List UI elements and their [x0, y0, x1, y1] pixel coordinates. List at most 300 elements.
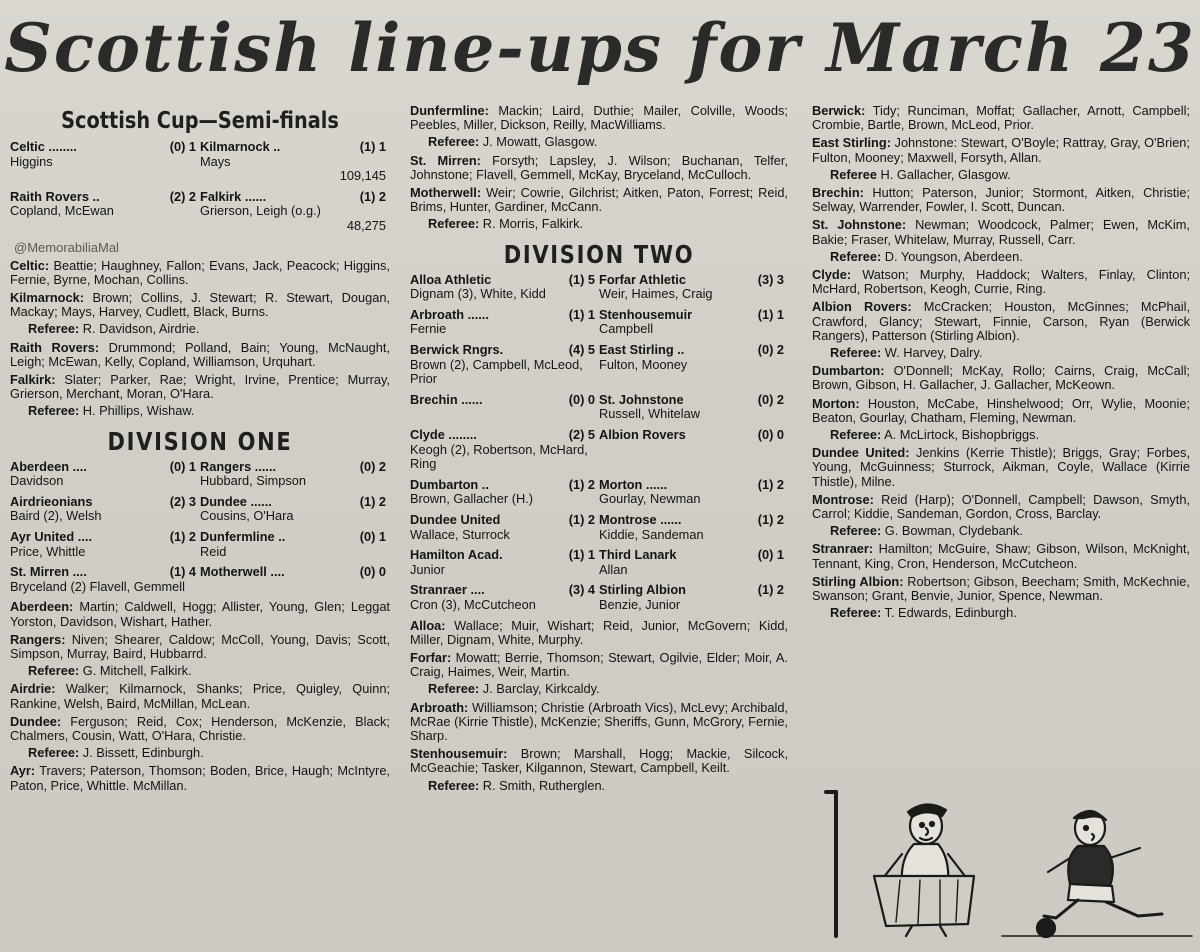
lineup-players: Reid (Harp); O'Donnell, Campbell; Dawson, Smyth, Carrol; Kiddie, Sandeman, Gordon, Cross, Barclay.: [812, 491, 1190, 522]
away-score: (0) 2: [359, 458, 386, 474]
away-team-line: [599, 513, 784, 528]
away-team-line: [200, 565, 386, 580]
away-team-line: [599, 273, 784, 288]
result-row: [10, 190, 390, 234]
referee-name: A. McLirtock, Bishopbriggs.: [884, 427, 1040, 443]
away-cell: [200, 530, 390, 559]
referee-line: [28, 664, 390, 678]
referee-line: [830, 524, 1190, 538]
result-row: [410, 583, 788, 612]
referee-name: G. Mitchell, Falkirk.: [82, 663, 192, 679]
home-team-name: Ayr United ....: [10, 529, 93, 544]
lineup-paragraph: [10, 341, 390, 369]
lineup-players: Brown; Collins, J. Stewart; R. Stewart, Dougan, Mackay; Mays, Harvey, Cudlett, Black, Burns.: [10, 289, 390, 320]
home-score: (1) 5: [568, 271, 595, 287]
home-team-name: Dundee United: [410, 512, 501, 527]
home-cell: [410, 273, 599, 302]
away-cell: [200, 495, 390, 524]
referee-label: Referee:: [830, 248, 882, 264]
result-row: [410, 343, 788, 387]
home-team-name: Raith Rovers ..: [10, 189, 100, 204]
away-team-name: Stirling Albion: [599, 583, 686, 598]
lineup-team: Stirling Albion:: [812, 573, 904, 589]
home-score: (3) 4: [568, 582, 595, 598]
lineup-paragraph: [10, 259, 390, 287]
away-scorers: Weir, Haimes, Craig: [599, 286, 713, 302]
away-team-name: Morton ......: [599, 477, 668, 492]
away-score: (3) 3: [757, 271, 784, 287]
home-score: (2) 5: [568, 426, 595, 442]
referee-label: Referee:: [830, 523, 882, 539]
column-2: [410, 100, 788, 797]
lineup-team: Morton:: [812, 395, 860, 411]
lineup-players: Drummond; Polland, Bain; Young, McNaught, Leigh; McEwan, Kelly, Copland, Williamson, Urquhart.: [10, 339, 390, 369]
away-team-line: [599, 393, 784, 408]
lineup-paragraph: [410, 619, 788, 647]
lineup-team: Dundee United:: [812, 445, 910, 461]
home-scorers: Price, Whittle: [10, 543, 86, 559]
column-3: [812, 100, 1190, 625]
away-score: (0) 1: [757, 547, 784, 563]
home-score: (0) 1: [169, 458, 196, 474]
referee-label: Referee:: [830, 605, 882, 621]
away-scorers: Grierson, Leigh (o.g.): [200, 203, 321, 219]
home-team-line: [410, 393, 595, 408]
home-team-line: [410, 273, 595, 288]
away-team-name: Stenhousemuir: [599, 307, 693, 322]
home-score: (1) 1: [568, 306, 595, 322]
lineup-team: Dunfermline:: [410, 103, 489, 118]
cup-heading: Scottish Cup—Semi-finals: [61, 108, 339, 134]
home-team-line: [10, 530, 196, 545]
referee-line: [830, 250, 1190, 264]
result-row: [410, 548, 788, 577]
referee-name: D. Youngson, Aberdeen.: [884, 248, 1023, 264]
away-score: (1) 2: [359, 493, 386, 509]
away-score: (0) 2: [757, 391, 784, 407]
lineup-players: O'Donnell; McKay, Rollo; Cairns, Craig, McCall; Brown, Gibson, H. Gallacher, J. Gallacher, McKeown.: [812, 363, 1190, 393]
away-scorers: Gourlay, Newman: [599, 491, 701, 507]
home-cell: [410, 548, 599, 577]
home-team-name: Arbroath ......: [410, 307, 489, 322]
attendance: 109,145: [339, 168, 386, 184]
referee-line: [830, 168, 1190, 182]
lineup-players: Robertson; Gibson, Beecham; Smith, McKechnie, Swanson; Grant, Benvie, Junior, Spence, Newman.: [812, 573, 1190, 604]
away-team-line: [599, 308, 784, 323]
page-title: Scottish line-ups for March 23: [4, 9, 1196, 87]
referee-label: Referee: [830, 166, 877, 182]
home-team-name: Alloa Athletic: [410, 272, 492, 287]
division-one-results: [10, 460, 390, 595]
away-score: (0) 2: [757, 342, 784, 357]
lineup-team: Albion Rovers:: [812, 299, 912, 315]
away-score: (1) 1: [757, 306, 784, 322]
away-score: (0) 0: [359, 564, 386, 580]
away-score: (1) 2: [359, 188, 386, 204]
home-cell: [410, 428, 599, 472]
lineup-team: Ayr:: [10, 763, 36, 779]
lineup-paragraph: [812, 575, 1190, 603]
lineup-team: St. Mirren:: [410, 152, 481, 168]
away-scorers: Mays: [200, 153, 231, 169]
lineup-players: Niven; Shearer, Caldow; McColl, Young, Davis; Scott, Simpson, Murray, Baird, Hubbarrd.: [10, 631, 390, 661]
division-two-heading: DIVISION TWO: [503, 239, 695, 269]
lineup-paragraph: [10, 291, 390, 319]
result-row: [410, 513, 788, 542]
away-scorers: Benzie, Junior: [599, 596, 681, 612]
result-row-line: [410, 343, 788, 387]
home-team-line: [10, 460, 196, 475]
home-scorers: Junior: [410, 561, 445, 577]
home-cell: [410, 583, 599, 612]
home-scorers: Higgins: [10, 153, 53, 169]
result-row: [10, 530, 390, 559]
home-team-line: [10, 140, 196, 155]
home-cell: [410, 513, 599, 542]
referee-name: J. Mowatt, Glasgow.: [482, 134, 598, 150]
referee-name: R. Morris, Falkirk.: [482, 216, 584, 232]
home-cell: [410, 393, 599, 422]
home-cell: [10, 565, 200, 594]
column-3-lineups: [812, 104, 1190, 621]
lineup-players: Hamilton; McGuire, Shaw; Gibson, Wilson, McKnight, Tennant, King, Cron, Henderson, McCutcheon.: [812, 541, 1190, 571]
home-scorers: Wallace, Sturrock: [410, 526, 510, 542]
lineup-paragraph: [10, 715, 390, 743]
away-team-line: [200, 495, 386, 510]
division-one-heading: DIVISION ONE: [107, 426, 293, 456]
referee-label: Referee:: [28, 745, 80, 761]
result-row-line: [10, 530, 390, 559]
home-team-line: [410, 478, 595, 493]
away-team-line: [200, 190, 386, 205]
home-score: (1) 4: [169, 564, 196, 580]
lineup-paragraph: [812, 186, 1190, 214]
lineup-paragraph: [10, 373, 390, 401]
lineup-players: Wallace; Muir, Wishart; Reid, Junior, McGovern; Kidd, Miller, Dignam, White, Murphy.: [410, 617, 788, 647]
lineup-paragraph: [10, 600, 390, 628]
result-row-line: [410, 548, 788, 577]
column-2-lineups: [410, 104, 788, 232]
away-score: (0) 0: [757, 426, 784, 442]
away-team-line: [200, 530, 386, 545]
result-row-line: [410, 273, 788, 302]
away-cell: [599, 478, 788, 507]
home-team-line: [410, 343, 595, 358]
lineup-paragraph: [812, 493, 1190, 521]
home-cell: [10, 140, 200, 184]
away-team-line: [200, 460, 386, 475]
lineup-team: Celtic:: [10, 257, 50, 273]
referee-name: R. Smith, Rutherglen.: [482, 777, 606, 793]
home-score: (2) 3: [169, 493, 196, 509]
lineup-players: Ferguson; Reid, Cox; Henderson, McKenzie, Black; Chalmers, Cousin, Watt, O'Hara, Christie.: [10, 713, 390, 743]
referee-label: Referee:: [428, 681, 480, 697]
home-cell: [10, 495, 200, 524]
referee-label: Referee:: [428, 777, 480, 793]
away-team-line: [599, 478, 784, 493]
home-cell: [10, 530, 200, 559]
away-scorers: Hubbard, Simpson: [200, 473, 306, 489]
result-row: [10, 460, 390, 489]
lineup-paragraph: [410, 747, 788, 775]
lineup-paragraph: [10, 682, 390, 710]
lineup-paragraph: [410, 104, 788, 132]
home-team-line: [410, 548, 595, 563]
away-team-name: Montrose ......: [599, 512, 682, 527]
lineup-players: Hutton; Paterson, Junior; Stormont, Aitken, Christie; Selway, Warrender, Fowler, I. Scott, Duncan.: [812, 185, 1190, 215]
referee-line: [830, 606, 1190, 620]
lineup-players: Weir; Cowrie, Gilchrist; Aitken, Paton, Forrest; Reid, Brims, Hunter, Gardiner, McCann.: [410, 185, 788, 215]
result-row-line: [10, 140, 390, 184]
home-scorers: Cron (3), McCutcheon: [410, 596, 536, 612]
away-score: (1) 2: [757, 476, 784, 492]
division-two-results: [410, 273, 788, 613]
result-row-line: [410, 583, 788, 612]
away-cell: [599, 428, 788, 472]
result-row-line: [410, 513, 788, 542]
lineup-team: East Stirling:: [812, 135, 891, 151]
referee-line: [830, 346, 1190, 360]
home-team-name: Berwick Rngrs.: [410, 343, 504, 357]
lineup-players: Newman; Woodcock, Palmer; Ewen, McKim, Bakie; Fraser, Whitelaw, Murray, Russell, Carr.: [812, 217, 1190, 247]
referee-name: R. Davidson, Airdrie.: [82, 321, 200, 337]
away-score: (1) 1: [359, 139, 386, 154]
home-score: (1) 2: [568, 511, 595, 527]
away-scorers: Reid: [200, 543, 227, 559]
division-two-lineups: [410, 619, 788, 793]
cup-results: [10, 140, 390, 234]
result-row: [10, 140, 390, 184]
lineup-team: Dumbarton:: [812, 363, 885, 379]
away-score: (0) 1: [359, 528, 386, 544]
home-score: (1) 1: [568, 547, 595, 563]
home-team-line: [410, 513, 595, 528]
away-team-name: Dunfermline ..: [200, 529, 286, 544]
referee-line: [428, 217, 788, 231]
lineup-players: Beattie; Haughney, Fallon; Evans, Jack, Peacock; Higgins, Fernie, Byrne, Mochan, Collins.: [10, 257, 390, 287]
lineup-paragraph: [10, 633, 390, 661]
lineup-players: Mowatt; Berrie, Thomson; Stewart, Ogilvie, Elder; Moir, A. Craig, Haimes, Weir, Martin.: [410, 649, 788, 680]
referee-name: H. Gallacher, Glasgow.: [880, 166, 1011, 182]
result-row: [410, 428, 788, 472]
away-team-name: Dundee ......: [200, 494, 272, 509]
home-cell: [10, 190, 200, 234]
result-row-line: [410, 478, 788, 507]
lineup-players: Houston, McCabe, Hinshelwood; Orr, Wylie, Moonie; Beaton, Gourlay, Chatham, Fleming, Newman.: [812, 395, 1190, 425]
result-row-line: [410, 428, 788, 472]
home-team-name: Aberdeen ....: [10, 459, 87, 474]
referee-line: [830, 428, 1190, 442]
away-scorers: Kiddie, Sandeman: [599, 526, 704, 542]
lineup-team: Berwick:: [812, 103, 866, 118]
away-score: (1) 2: [757, 511, 784, 527]
lineup-players: McCracken; Houston, McGinnes; McPhail, Crawford, Glancy; Stewart, Finnie, Carson, Ryan (Berwick Rangers), Patterson (Stirling Albion).: [812, 299, 1190, 343]
away-team-name: Rangers ......: [200, 459, 277, 474]
lineup-team: Rangers:: [10, 631, 66, 647]
referee-name: W. Harvey, Dalry.: [884, 345, 983, 361]
lineup-paragraph: [812, 136, 1190, 164]
home-team-line: [410, 428, 595, 443]
lineup-team: Forfar:: [410, 649, 452, 665]
referee-label: Referee:: [428, 134, 480, 150]
away-scorers: Russell, Whitelaw: [599, 406, 700, 422]
away-scorers: Fulton, Mooney: [599, 356, 688, 372]
away-team-name: Falkirk ......: [200, 189, 267, 204]
home-team-name: Brechin ......: [410, 392, 483, 407]
lineup-team: Alloa:: [410, 617, 446, 633]
home-score: (4) 5: [568, 342, 595, 357]
home-team-name: St. Mirren ....: [10, 565, 87, 580]
home-team-line: [10, 495, 196, 510]
lineup-paragraph: [410, 701, 788, 744]
lineup-team: Stenhousemuir:: [410, 746, 508, 762]
away-score: (1) 2: [757, 582, 784, 598]
lineup-paragraph: [410, 186, 788, 214]
referee-line: [428, 779, 788, 793]
away-team-name: Third Lanark: [599, 548, 677, 563]
referee-name: J. Barclay, Kirkcaldy.: [482, 681, 600, 697]
away-team-name: Motherwell ....: [200, 565, 285, 580]
away-team-line: [599, 428, 784, 443]
lineup-team: Motherwell:: [410, 185, 482, 201]
away-cell: [200, 565, 390, 594]
cup-lineups: [10, 259, 390, 419]
lineup-players: Johnstone: Stewart, O'Boyle; Rattray, Gray, O'Brien; Fulton, Mooney; Maxwell, Forsyth, Allan.: [812, 135, 1190, 165]
referee-label: Referee:: [28, 663, 80, 679]
home-team-name: Celtic ........: [10, 140, 77, 154]
home-scorers: Baird (2), Welsh: [10, 508, 102, 524]
home-score: (2) 2: [169, 188, 196, 204]
lineup-paragraph: [812, 446, 1190, 489]
lineup-team: Clyde:: [812, 267, 852, 283]
lineup-team: Kilmarnock:: [10, 289, 84, 305]
lineup-team: Dundee:: [10, 713, 62, 729]
away-scorers: Campbell: [599, 321, 654, 337]
lineup-paragraph: [812, 268, 1190, 296]
referee-label: Referee:: [428, 216, 480, 232]
result-row-line: [10, 565, 390, 594]
lineup-team: Arbroath:: [410, 699, 469, 715]
lineup-players: Forsyth; Lapsley, J. Wilson; Buchanan, Telfer, Johnstone; Flavell, Gemmell, McKay, Bryceland, McCulloch.: [410, 152, 788, 182]
lineup-team: Stranraer:: [812, 541, 874, 557]
lineup-team: Brechin:: [812, 185, 864, 201]
home-score: (1) 2: [568, 476, 595, 492]
home-scorers: Brown (2), Campbell, McLeod, Prior: [410, 356, 583, 387]
away-team-line: [599, 343, 784, 358]
lineup-paragraph: [812, 300, 1190, 343]
lineup-team: Montrose:: [812, 491, 874, 507]
result-row: [410, 478, 788, 507]
home-team-name: Dumbarton ..: [410, 477, 489, 492]
home-scorers: Copland, McEwan: [10, 203, 114, 219]
lineup-paragraph: [10, 764, 390, 792]
home-team-line: [410, 583, 595, 598]
lineup-paragraph: [812, 218, 1190, 246]
home-cell: [410, 343, 599, 387]
away-cell: [599, 548, 788, 577]
result-row: [10, 565, 390, 594]
lineup-team: Falkirk:: [10, 371, 56, 387]
away-team-name: East Stirling ..: [599, 343, 685, 357]
referee-line: [28, 322, 390, 336]
home-scorers: Brown, Gallacher (H.): [410, 491, 534, 507]
home-team-name: Airdrieonians: [10, 494, 93, 509]
home-scorers: Keogh (2), Robertson, McHard, Ring: [410, 441, 588, 472]
home-team-line: [10, 565, 196, 580]
result-row: [410, 308, 788, 337]
away-team-name: Forfar Athletic: [599, 272, 686, 287]
lineup-players: Travers; Paterson, Thomson; Boden, Brice, Haugh; McIntyre, Paton, Price, Whittle. McMillan.: [10, 763, 390, 793]
home-score: (0) 1: [169, 139, 196, 154]
home-score: (1) 2: [169, 528, 196, 544]
result-row: [410, 393, 788, 422]
away-cell: [599, 308, 788, 337]
lineup-paragraph: [812, 364, 1190, 392]
lineup-team: Raith Rovers:: [10, 339, 100, 355]
result-row-line: [410, 393, 788, 422]
result-row: [10, 495, 390, 524]
home-scorers: Dignam (3), White, Kidd: [410, 286, 546, 302]
home-cell: [410, 308, 599, 337]
referee-line: [28, 746, 390, 760]
away-team-line: [200, 140, 386, 155]
result-row-line: [10, 190, 390, 234]
referee-name: T. Edwards, Edinburgh.: [884, 605, 1017, 621]
away-scorers: Allan: [599, 561, 628, 577]
away-team-line: [599, 583, 784, 598]
home-team-name: Stranraer ....: [410, 583, 485, 598]
column-1: [10, 100, 390, 796]
referee-name: J. Bissett, Edinburgh.: [82, 745, 204, 761]
result-row-line: [10, 495, 390, 524]
referee-line: [428, 135, 788, 149]
away-cell: [599, 393, 788, 422]
referee-label: Referee:: [28, 403, 80, 419]
referee-name: H. Phillips, Wishaw.: [82, 403, 195, 419]
attendance: 48,275: [346, 217, 386, 233]
referee-label: Referee:: [830, 427, 882, 443]
home-scorers: Fernie: [410, 321, 447, 337]
referee-name: G. Bowman, Clydebank.: [884, 523, 1023, 539]
away-team-line: [599, 548, 784, 563]
lineup-players: Williamson; Christie (Arbroath Vics), McLevy; Archibald, McRae (Kirrie Thistle), McKenzie; Sheriffs, Gunn, McGrory, Fernie, Sharp.: [410, 699, 788, 743]
away-cell: [200, 190, 390, 234]
referee-line: [28, 404, 390, 418]
home-scorers: Bryceland (2) Flavell, Gemmell: [10, 578, 185, 594]
referee-label: Referee:: [28, 321, 80, 337]
lineup-paragraph: [410, 154, 788, 182]
result-row-line: [410, 308, 788, 337]
away-team-name: Kilmarnock ..: [200, 140, 281, 154]
referee-label: Referee:: [830, 345, 882, 361]
lineup-players: Jenkins (Kerrie Thistle); Briggs, Gray; Forbes, Young, McGuinness; Sturrock, Aikman, Coyle, Wallace (Kirrie Thistle), Milne.: [812, 445, 1190, 489]
lineup-players: Brown; Marshall, Hogg; Mackie, Silcock, McGeachie; Tasker, Kilgannon, Stewart, Campbell, Keilt.: [410, 746, 788, 776]
lineup-players: Martin; Caldwell, Hogg; Allister, Young, Glen; Leggat Yorston, Davidson, Wishart, Hather.: [10, 599, 390, 629]
away-scorers: Cousins, O'Hara: [200, 508, 294, 524]
home-score: (0) 0: [568, 391, 595, 407]
division-one-lineups: [10, 600, 390, 792]
result-row-line: [10, 460, 390, 489]
lineup-players: Walker; Kilmarnock, Shanks; Price, Quigley, Quinn; Rankine, Welsh, Baird, McMillan, McLean.: [10, 681, 390, 711]
lineup-paragraph: [812, 542, 1190, 570]
lineup-paragraph: [812, 397, 1190, 425]
lineup-players: Slater; Parker, Rae; Wright, Irvine, Prentice; Murray, Grierson, Merchant, Moran, O'Hara.: [10, 371, 390, 402]
away-cell: [599, 343, 788, 387]
lineup-paragraph: [812, 104, 1190, 132]
away-cell: [200, 140, 390, 184]
home-cell: [410, 478, 599, 507]
lineup-players: Tidy; Runciman, Moffat; Gallacher, Arnott, Campbell; Crombie, Bartle, Brown, McLeod, Prior.: [812, 103, 1190, 133]
